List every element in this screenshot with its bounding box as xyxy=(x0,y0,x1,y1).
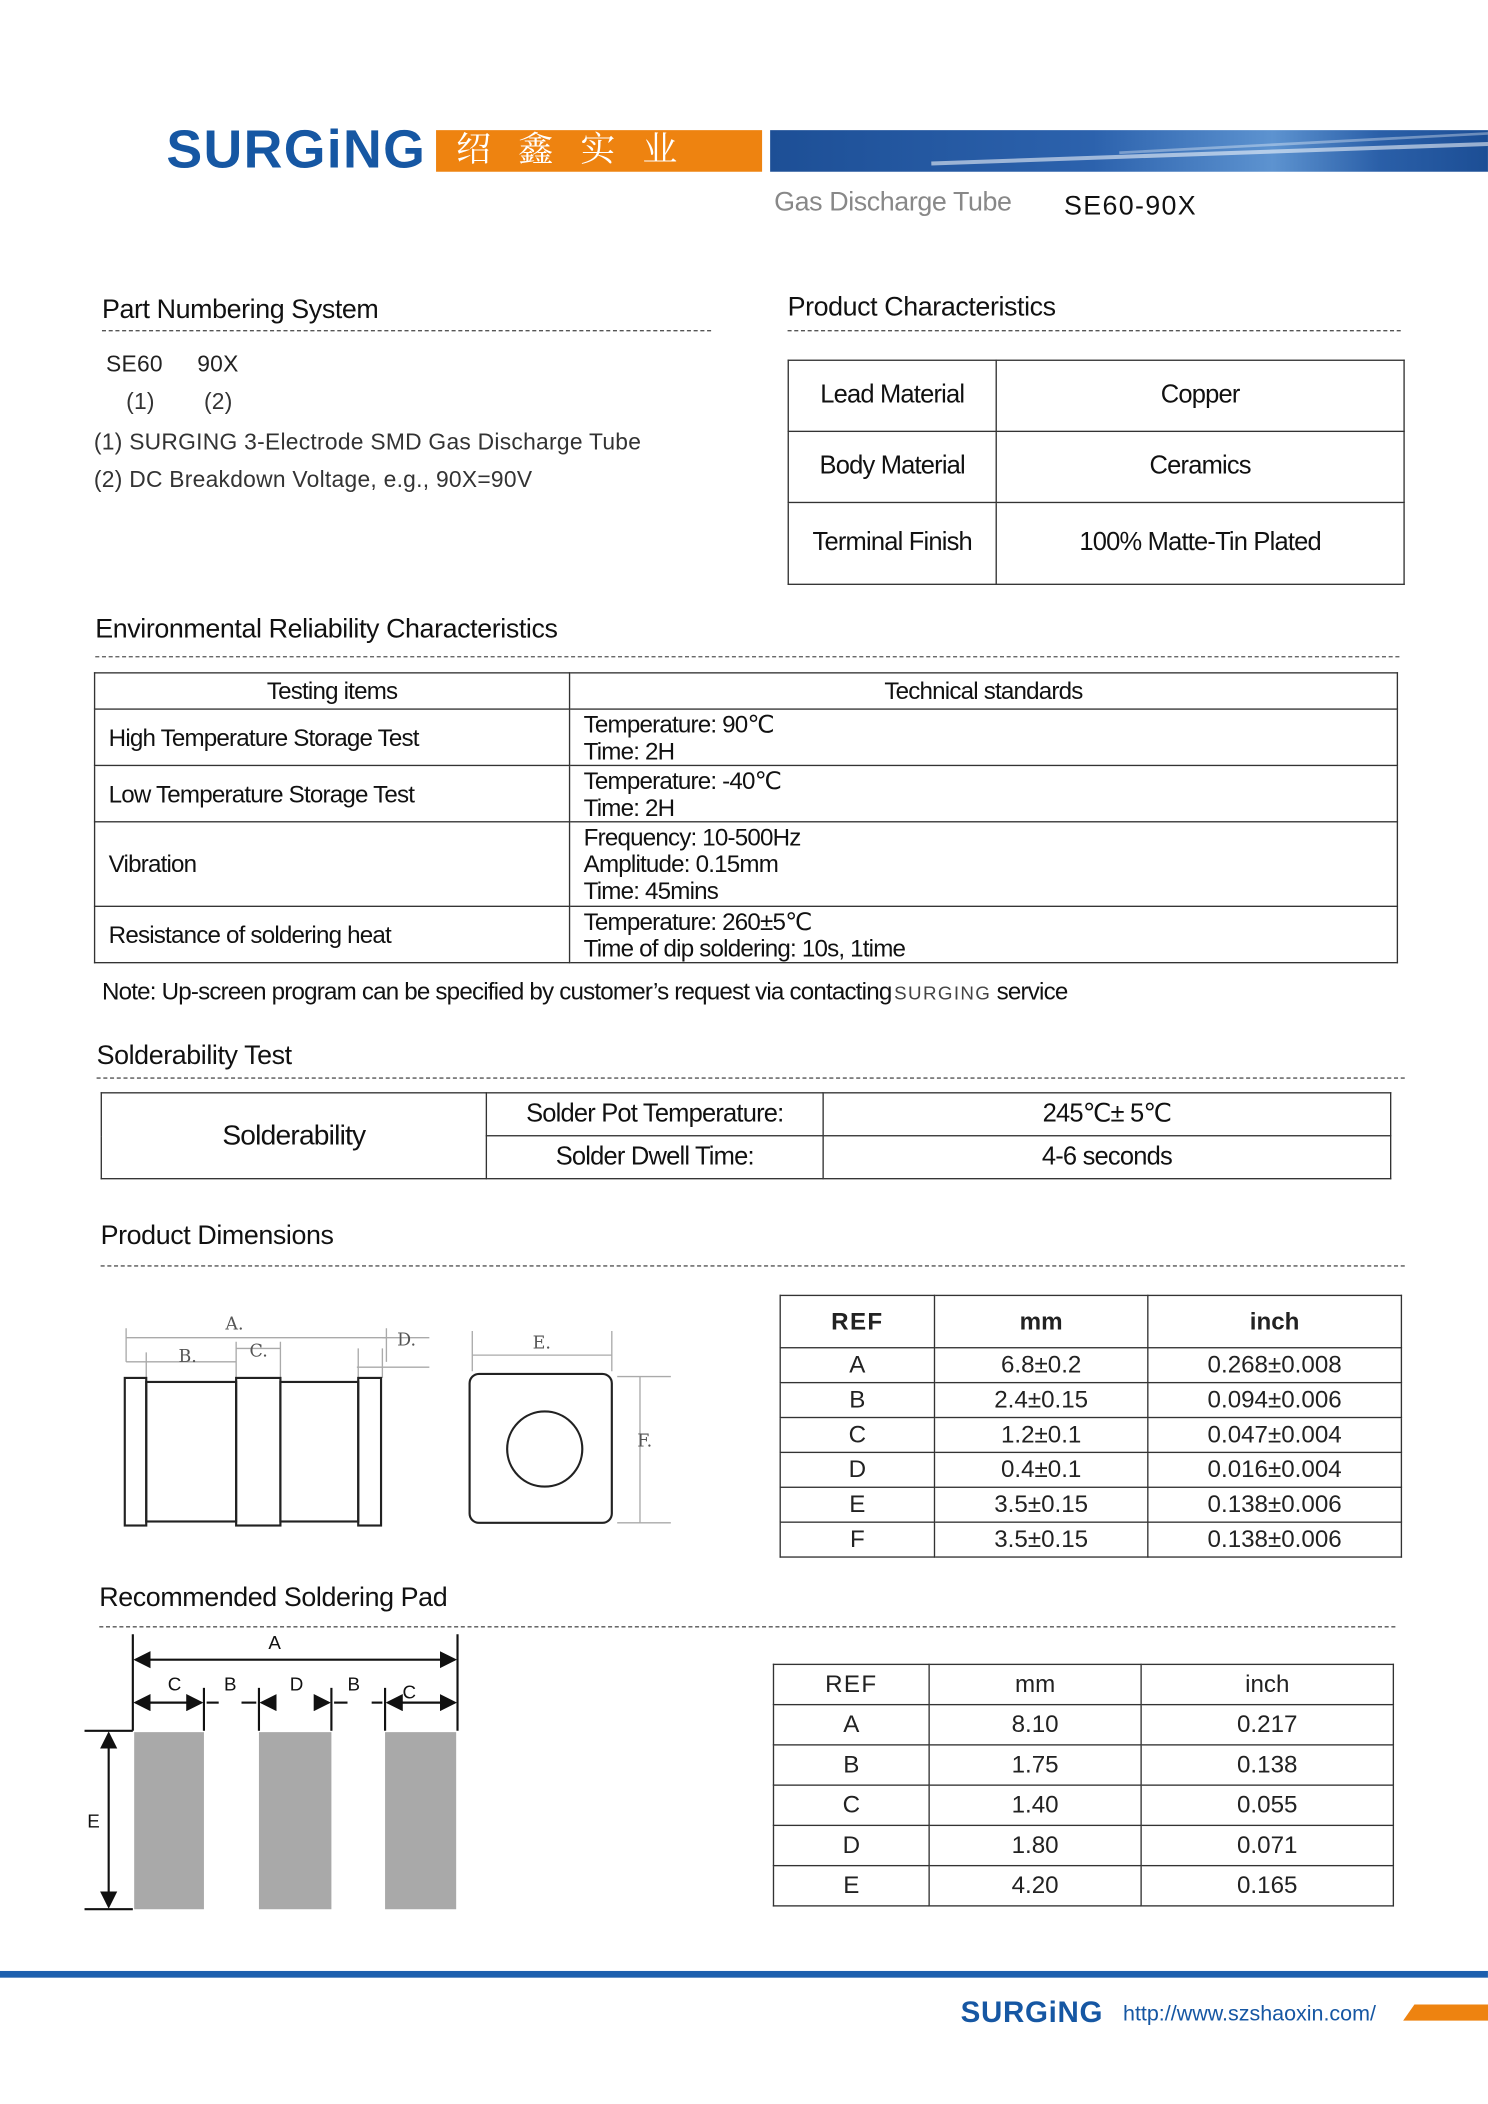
dim-ref: D xyxy=(780,1452,934,1487)
footer-orange-bar xyxy=(1403,2004,1488,2020)
pad-inch: 0.165 xyxy=(1141,1866,1393,1906)
pad-label-c: C xyxy=(402,1681,417,1703)
dim-inch: 0.016±0.004 xyxy=(1148,1452,1402,1487)
env-standard-line: Time of dip soldering: 10s, 1time xyxy=(583,934,906,962)
table-row xyxy=(780,1487,1401,1522)
dim-ref: C xyxy=(780,1418,934,1453)
pc-value: Ceramics xyxy=(996,431,1404,502)
dim-label-f: F. xyxy=(637,1431,653,1452)
pad-head-inch: inch xyxy=(1141,1664,1393,1704)
dim-mm: 1.2±0.1 xyxy=(934,1418,1147,1453)
note-prefix: Note: Up-screen program can be specified by customer’s request via contacting xyxy=(101,978,892,1005)
table-row xyxy=(773,1664,1393,1704)
solder-pad xyxy=(259,1732,331,1909)
part-index-2: (2) xyxy=(203,389,233,415)
dim-label-d: D. xyxy=(397,1330,417,1351)
table-row xyxy=(780,1418,1401,1453)
pc-label: Terminal Finish xyxy=(788,502,996,584)
environmental-title: Environmental Reliability Characteristics xyxy=(95,614,558,645)
environmental-note xyxy=(102,978,1068,1006)
pad-ref: B xyxy=(773,1745,929,1785)
part-desc-2: (2) DC Breakdown Voltage, e.g., 90X=90V xyxy=(93,466,533,493)
solderability-label: Solderability xyxy=(101,1093,486,1179)
table-row xyxy=(780,1295,1401,1347)
part-index-1: (1) xyxy=(126,389,155,415)
tube-body xyxy=(125,1378,381,1526)
sol-param: Solder Dwell Time: xyxy=(486,1136,823,1179)
pad-label-c: C xyxy=(167,1673,182,1695)
pad-inch: 0.217 xyxy=(1141,1705,1393,1745)
footer-url-link[interactable]: http://www.szshaoxin.com/ xyxy=(1123,2003,1376,2026)
env-standard xyxy=(570,822,1398,907)
table-row xyxy=(788,360,1404,431)
dim-ref: F xyxy=(780,1522,934,1557)
product-type: Gas Discharge Tube xyxy=(774,187,1012,218)
table-row xyxy=(780,1348,1401,1383)
brand-cn-text: 绍 鑫 实 业 xyxy=(456,130,686,171)
pad-inch: 0.071 xyxy=(1141,1825,1393,1865)
solderability-table xyxy=(101,1092,1392,1179)
sol-param: Solder Pot Temperature: xyxy=(486,1093,823,1136)
dim-inch: 0.268±0.008 xyxy=(1148,1348,1402,1383)
pad-mm: 8.10 xyxy=(929,1705,1141,1745)
pad-mm: 1.75 xyxy=(929,1745,1141,1785)
part-code-prefix: SE60 xyxy=(105,351,163,378)
dim-mm: 6.8±0.2 xyxy=(934,1348,1147,1383)
dim-inch: 0.047±0.004 xyxy=(1148,1418,1402,1453)
solder-pad xyxy=(385,1732,456,1909)
pad-head-mm: mm xyxy=(929,1664,1141,1704)
pc-label: Body Material xyxy=(788,431,996,502)
environmental-divider xyxy=(95,656,1399,657)
pad-mm: 1.40 xyxy=(929,1785,1141,1825)
table-row xyxy=(780,1383,1401,1418)
pad-label-b: B xyxy=(224,1673,237,1695)
footer-brand-logo: SURGiNG xyxy=(960,1995,1104,2029)
env-standard-line: Frequency: 10-500Hz xyxy=(583,823,801,851)
dim-inch: 0.138±0.006 xyxy=(1148,1487,1402,1522)
table-row xyxy=(773,1866,1393,1906)
table-row xyxy=(788,431,1404,502)
env-standard-line: Temperature: 90℃ xyxy=(583,710,774,738)
part-code-suffix: 90X xyxy=(197,351,239,378)
environmental-table xyxy=(94,672,1398,963)
pad-ref: A xyxy=(773,1705,929,1745)
footer-rule xyxy=(0,1971,1488,1978)
table-row xyxy=(101,1093,1390,1136)
env-standard-line: Time: 2H xyxy=(583,793,675,821)
dim-head-inch: inch xyxy=(1148,1295,1402,1347)
part-numbering-title: Part Numbering System xyxy=(101,295,379,325)
env-standard xyxy=(570,765,1398,821)
dimensions-title: Product Dimensions xyxy=(100,1220,334,1251)
pc-label: Lead Material xyxy=(788,360,996,431)
dim-label-c: C. xyxy=(249,1341,268,1362)
env-standard-line: Temperature: 260±5℃ xyxy=(583,907,812,935)
dimensions-divider xyxy=(101,1265,1405,1266)
table-row xyxy=(773,1745,1393,1785)
note-brand: SURGING xyxy=(894,982,992,1004)
dim-ref: A xyxy=(780,1348,934,1383)
brand-logo: SURGiNG xyxy=(166,120,427,180)
env-standard xyxy=(570,709,1398,765)
env-head-standards: Technical standards xyxy=(570,673,1398,709)
pc-value: Copper xyxy=(996,360,1404,431)
dim-head-ref: REF xyxy=(780,1295,934,1347)
pad-head-ref: REF xyxy=(773,1664,929,1704)
soldering-pad-title: Recommended Soldering Pad xyxy=(99,1583,448,1613)
dim-ref: B xyxy=(780,1383,934,1418)
header-blue-banner xyxy=(770,130,1488,172)
product-characteristics-divider xyxy=(788,330,1401,331)
table-row xyxy=(95,709,1398,765)
dim-label-a: A. xyxy=(225,1314,244,1335)
solderability-title: Solderability Test xyxy=(96,1041,292,1071)
pad-label-d: D xyxy=(289,1673,304,1695)
note-suffix: service xyxy=(996,978,1068,1005)
dim-mm: 0.4±0.1 xyxy=(934,1452,1147,1487)
dim-mm: 2.4±0.15 xyxy=(934,1383,1147,1418)
dim-inch: 0.138±0.006 xyxy=(1148,1522,1402,1557)
env-item: Vibration xyxy=(95,822,570,907)
product-characteristics-title: Product Characteristics xyxy=(787,292,1056,323)
env-standard-line: Time: 45mins xyxy=(583,877,719,905)
dimension-lines xyxy=(126,1328,429,1378)
pc-value: 100% Matte-Tin Plated xyxy=(996,502,1404,584)
pad-label-e: E xyxy=(87,1810,100,1832)
env-standard xyxy=(570,906,1398,962)
dim-mm: 3.5±0.15 xyxy=(934,1522,1147,1557)
dim-label-e: E. xyxy=(532,1333,551,1354)
env-item: Resistance of soldering heat xyxy=(95,906,570,962)
table-row xyxy=(95,822,1398,907)
pad-label-b: B xyxy=(347,1673,361,1695)
table-row xyxy=(95,673,1398,709)
solder-pads xyxy=(134,1732,456,1909)
env-standard-line: Temperature: -40℃ xyxy=(583,766,781,794)
pad-inch: 0.138 xyxy=(1141,1745,1393,1785)
electrode-circle xyxy=(507,1411,582,1486)
pad-inch: 0.055 xyxy=(1141,1785,1393,1825)
dim-label-b: B. xyxy=(178,1346,197,1367)
solderability-divider xyxy=(97,1077,1405,1078)
dim-ref: E xyxy=(780,1487,934,1522)
env-head-items: Testing items xyxy=(95,673,570,709)
dim-head-mm: mm xyxy=(934,1295,1147,1347)
pad-mm: 1.80 xyxy=(929,1825,1141,1865)
pad-ref: D xyxy=(773,1825,929,1865)
table-row xyxy=(773,1705,1393,1745)
soldering-pad-diagram xyxy=(74,1623,477,1918)
tube-front-face xyxy=(470,1374,612,1523)
dimension-lines xyxy=(472,1331,671,1523)
table-row xyxy=(773,1825,1393,1865)
dimension-side-view-diagram xyxy=(107,1308,442,1536)
table-row xyxy=(788,502,1404,584)
env-item: High Temperature Storage Test xyxy=(95,709,570,765)
dimension-front-view-diagram xyxy=(456,1315,684,1536)
pad-ref: E xyxy=(773,1866,929,1906)
dim-mm: 3.5±0.15 xyxy=(934,1487,1147,1522)
env-standard-line: Amplitude: 0.15mm xyxy=(583,850,779,878)
product-model: SE60-90X xyxy=(1063,191,1198,222)
soldering-pad-table xyxy=(773,1664,1394,1907)
table-row xyxy=(780,1452,1401,1487)
dimensions-table xyxy=(780,1295,1403,1558)
table-row xyxy=(780,1522,1401,1557)
product-characteristics-table xyxy=(788,360,1405,585)
table-row xyxy=(95,906,1398,962)
pad-mm: 4.20 xyxy=(929,1866,1141,1906)
sol-value: 245℃± 5℃ xyxy=(823,1093,1391,1136)
pad-ref: C xyxy=(773,1785,929,1825)
dim-inch: 0.094±0.006 xyxy=(1148,1383,1402,1418)
table-row xyxy=(95,765,1398,821)
env-standard-line: Time: 2H xyxy=(583,737,675,765)
part-desc-1: (1) SURGING 3-Electrode SMD Gas Discharge Tube xyxy=(93,429,642,455)
sol-value: 4-6 seconds xyxy=(823,1136,1391,1179)
env-item: Low Temperature Storage Test xyxy=(95,765,570,821)
pad-label-a: A xyxy=(268,1631,281,1653)
table-row xyxy=(773,1785,1393,1825)
solder-pad xyxy=(134,1732,204,1909)
part-numbering-divider xyxy=(102,330,711,331)
